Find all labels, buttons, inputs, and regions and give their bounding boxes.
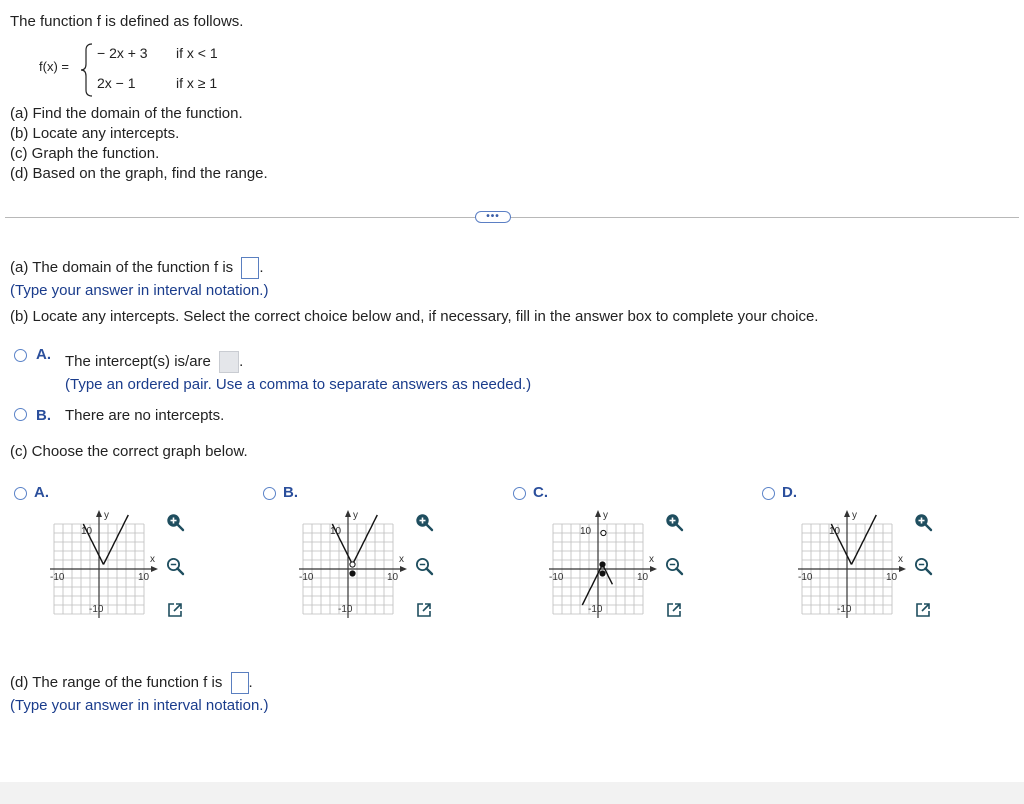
mini-graph[interactable] xyxy=(772,484,912,634)
range-answer-box[interactable] xyxy=(231,672,249,694)
graph-option-letter[interactable]: A. xyxy=(34,484,49,501)
open-new-window-icon xyxy=(165,600,185,620)
radio-circle-icon[interactable] xyxy=(14,349,27,362)
x-tick-neg-10: -10 xyxy=(798,572,813,583)
intercept-option-a-suffix: . xyxy=(239,352,244,370)
zoom-out-icon xyxy=(664,556,684,576)
graph-curve xyxy=(332,524,352,565)
y-axis-arrow-icon xyxy=(345,510,351,517)
x-axis-arrow-icon xyxy=(151,566,158,572)
y-tick-10: 10 xyxy=(81,526,93,537)
graph-option-d xyxy=(762,484,1002,634)
part-a-hint: (Type your answer in interval notation.) xyxy=(10,282,269,299)
intercept-option-a-hint: (Type an ordered pair. Use a comma to separate answers as needed.) xyxy=(65,376,532,393)
zoom-out-icon xyxy=(414,556,434,576)
graph-option-letter[interactable]: B. xyxy=(283,484,298,501)
x-tick-neg-10: -10 xyxy=(50,572,65,583)
radio-circle-icon[interactable] xyxy=(14,408,27,421)
closed-endpoint xyxy=(350,571,355,576)
zoom-out-button[interactable] xyxy=(163,554,187,578)
part-c-prompt: (c) Choose the correct graph below. xyxy=(10,443,248,460)
x-tick-neg-10: -10 xyxy=(549,572,564,583)
piece1-condition: if x < 1 xyxy=(176,45,218,61)
y-tick-neg-10: -10 xyxy=(837,604,852,615)
open-new-window-button[interactable] xyxy=(412,598,436,622)
y-tick-neg-10: -10 xyxy=(588,604,603,615)
graph-curve xyxy=(83,524,103,565)
mini-graph[interactable] xyxy=(273,484,413,634)
y-axis-arrow-icon xyxy=(96,510,102,517)
open-endpoint xyxy=(601,530,606,535)
intercept-option-a-text: The intercept(s) is/are xyxy=(65,352,211,370)
piecewise-definition xyxy=(10,40,250,100)
zoom-out-icon xyxy=(913,556,933,576)
piece1-expression: − 2x + 3 xyxy=(97,45,148,61)
y-tick-neg-10: -10 xyxy=(338,604,353,615)
ellipsis-icon: ••• xyxy=(486,211,500,222)
x-axis-arrow-icon xyxy=(899,566,906,572)
graph-curve xyxy=(831,524,851,565)
zoom-out-button[interactable] xyxy=(412,554,436,578)
x-axis-label: x xyxy=(649,554,654,565)
open-new-window-button[interactable] xyxy=(163,598,187,622)
graph-curve xyxy=(353,515,378,565)
zoom-in-icon xyxy=(414,512,434,532)
intercept-option-b-letter[interactable]: B. xyxy=(36,407,51,424)
domain-answer-box[interactable] xyxy=(241,257,259,279)
graph-option-letter[interactable]: C. xyxy=(533,484,548,501)
intercept-option-a-letter[interactable]: A. xyxy=(36,346,51,363)
zoom-out-icon xyxy=(165,556,185,576)
footer-bar xyxy=(0,782,1024,804)
part-a-suffix: . xyxy=(259,258,264,276)
intercept-option-a-radio[interactable] xyxy=(14,349,27,367)
x-axis-label: x xyxy=(399,554,404,565)
graph-option-a xyxy=(14,484,254,634)
x-axis-label: x xyxy=(898,554,903,565)
open-new-window-icon xyxy=(414,600,434,620)
y-tick-neg-10: -10 xyxy=(89,604,104,615)
graph-option-b xyxy=(263,484,503,634)
x-axis-arrow-icon xyxy=(650,566,657,572)
y-tick-10: 10 xyxy=(580,526,592,537)
x-tick-10: 10 xyxy=(637,572,649,583)
open-new-window-button[interactable] xyxy=(911,598,935,622)
intercept-option-b-radio[interactable] xyxy=(14,408,27,426)
part-d-suffix: . xyxy=(248,673,253,691)
part-d-prompt: (d) The range of the function f is xyxy=(10,673,223,691)
part-d-hint: (Type your answer in interval notation.) xyxy=(10,697,269,714)
closed-endpoint xyxy=(600,562,605,567)
x-tick-10: 10 xyxy=(886,572,898,583)
part-a-prompt: (a) The domain of the function f is xyxy=(10,258,234,276)
y-axis-arrow-icon xyxy=(844,510,850,517)
piece2-expression: 2x − 1 xyxy=(97,75,136,91)
problem-part-d: (d) Based on the graph, find the range. xyxy=(10,165,268,182)
zoom-in-icon xyxy=(165,512,185,532)
zoom-out-button[interactable] xyxy=(911,554,935,578)
part-d-question xyxy=(10,672,253,694)
part-b-prompt: (b) Locate any intercepts. Select the correct choice below and, if necessary, fill in the answer box to complete your choice. xyxy=(10,308,819,325)
intercept-option-b-text[interactable]: There are no intercepts. xyxy=(65,407,225,424)
intercept-option-a[interactable] xyxy=(65,351,243,373)
y-axis-label: y xyxy=(104,510,109,521)
x-tick-10: 10 xyxy=(138,572,150,583)
graph-option-c xyxy=(513,484,753,634)
y-axis-label: y xyxy=(353,510,358,521)
section-divider xyxy=(5,217,1019,218)
graph-curve xyxy=(104,515,129,565)
open-new-window-icon xyxy=(913,600,933,620)
mini-graph[interactable] xyxy=(24,484,164,634)
zoom-in-button[interactable] xyxy=(911,510,935,534)
zoom-in-icon xyxy=(664,512,684,532)
open-endpoint xyxy=(350,562,355,567)
y-axis-label: y xyxy=(852,510,857,521)
part-a-question xyxy=(10,257,264,279)
zoom-out-button[interactable] xyxy=(662,554,686,578)
problem-intro: The function f is defined as follows. xyxy=(10,13,244,30)
problem-part-a: (a) Find the domain of the function. xyxy=(10,105,243,122)
y-tick-10: 10 xyxy=(330,526,342,537)
open-new-window-icon xyxy=(664,600,684,620)
piece2-condition: if x ≥ 1 xyxy=(176,75,218,91)
graph-curve xyxy=(852,515,877,565)
y-axis-arrow-icon xyxy=(595,510,601,517)
x-axis-label: x xyxy=(150,554,155,565)
graph-option-letter[interactable]: D. xyxy=(782,484,797,501)
x-tick-neg-10: -10 xyxy=(299,572,314,583)
zoom-in-button[interactable] xyxy=(412,510,436,534)
graph-curve xyxy=(582,565,602,606)
left-brace-icon xyxy=(80,42,94,98)
problem-part-b: (b) Locate any intercepts. xyxy=(10,125,180,142)
closed-endpoint xyxy=(600,571,605,576)
y-axis-label: y xyxy=(603,510,608,521)
x-axis-arrow-icon xyxy=(400,566,407,572)
intercept-answer-box[interactable] xyxy=(219,351,239,373)
mini-graph[interactable] xyxy=(523,484,663,634)
y-tick-10: 10 xyxy=(829,526,841,537)
x-tick-10: 10 xyxy=(387,572,399,583)
problem-part-c: (c) Graph the function. xyxy=(10,145,160,162)
open-new-window-button[interactable] xyxy=(662,598,686,622)
fx-label: f(x) = xyxy=(39,59,69,74)
zoom-in-button[interactable] xyxy=(163,510,187,534)
zoom-in-icon xyxy=(913,512,933,532)
zoom-in-button[interactable] xyxy=(662,510,686,534)
expand-divider-button[interactable] xyxy=(475,211,511,223)
